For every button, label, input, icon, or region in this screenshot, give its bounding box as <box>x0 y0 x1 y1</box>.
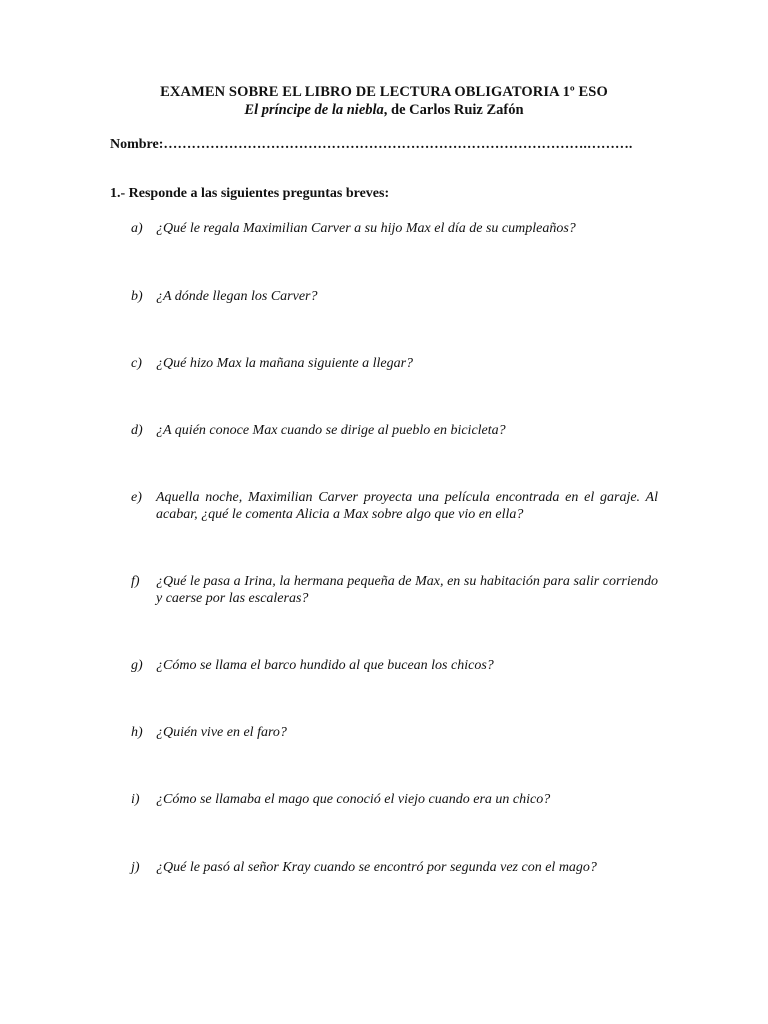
name-dots: ……………………………………………………………………………….………. <box>163 137 633 152</box>
question-text: ¿A dónde llegan los Carver? <box>156 289 318 304</box>
question-letter: j) <box>131 860 140 875</box>
question-f <box>131 573 658 607</box>
name-field <box>110 137 670 153</box>
question-text: ¿Qué le pasó al señor Kray cuando se encontró por segunda vez con el mago? <box>156 860 597 875</box>
exam-title: EXAMEN SOBRE EL LIBRO DE LECTURA OBLIGATORIA 1º ESO <box>160 84 608 100</box>
exam-subtitle <box>0 102 768 119</box>
question-letter: c) <box>131 356 142 371</box>
question-letter: f) <box>131 574 140 589</box>
question-letter: i) <box>131 792 140 807</box>
question-letter: e) <box>131 490 142 505</box>
name-label: Nombre: <box>110 137 164 152</box>
question-text: ¿A quién conoce Max cuando se dirige al pueblo en bicicleta? <box>156 423 506 438</box>
question-letter: b) <box>131 289 143 304</box>
book-author: , de Carlos Ruiz Zafón <box>383 102 524 118</box>
question-text: ¿Qué le pasa a Irina, la hermana pequeña de Max, en su habitación para salir corriendo y caerse por las escaleras? <box>156 574 658 606</box>
question-letter: a) <box>131 221 143 236</box>
question-i <box>131 791 658 808</box>
question-text: ¿Quién vive en el faro? <box>156 725 287 740</box>
question-letter: g) <box>131 658 143 673</box>
question-text: ¿Qué le regala Maximilian Carver a su hijo Max el día de su cumpleaños? <box>156 221 576 236</box>
question-letter: d) <box>131 423 143 438</box>
question-d <box>131 422 658 439</box>
question-text: ¿Qué hizo Max la mañana siguiente a llegar? <box>156 356 414 371</box>
question-letter: h) <box>131 725 143 740</box>
book-title: El príncipe de la niebla <box>244 102 384 118</box>
question-text: ¿Cómo se llama el barco hundido al que bucean los chicos? <box>156 658 494 673</box>
question-c <box>131 355 658 372</box>
question-text: ¿Cómo se llamaba el mago que conoció el viejo cuando era un chico? <box>156 792 551 807</box>
question-b <box>131 288 658 305</box>
question-g <box>131 657 658 674</box>
question-e <box>131 489 658 523</box>
question-a <box>131 220 658 237</box>
question-j <box>131 859 658 876</box>
section-heading: 1.- Responde a las siguientes preguntas breves: <box>110 186 390 201</box>
question-text: Aquella noche, Maximilian Carver proyecta una película encontrada en el garaje. Al acabar, ¿qué le comenta Alicia a Max sobre algo que vio en ella? <box>156 490 658 522</box>
question-h <box>131 724 658 741</box>
